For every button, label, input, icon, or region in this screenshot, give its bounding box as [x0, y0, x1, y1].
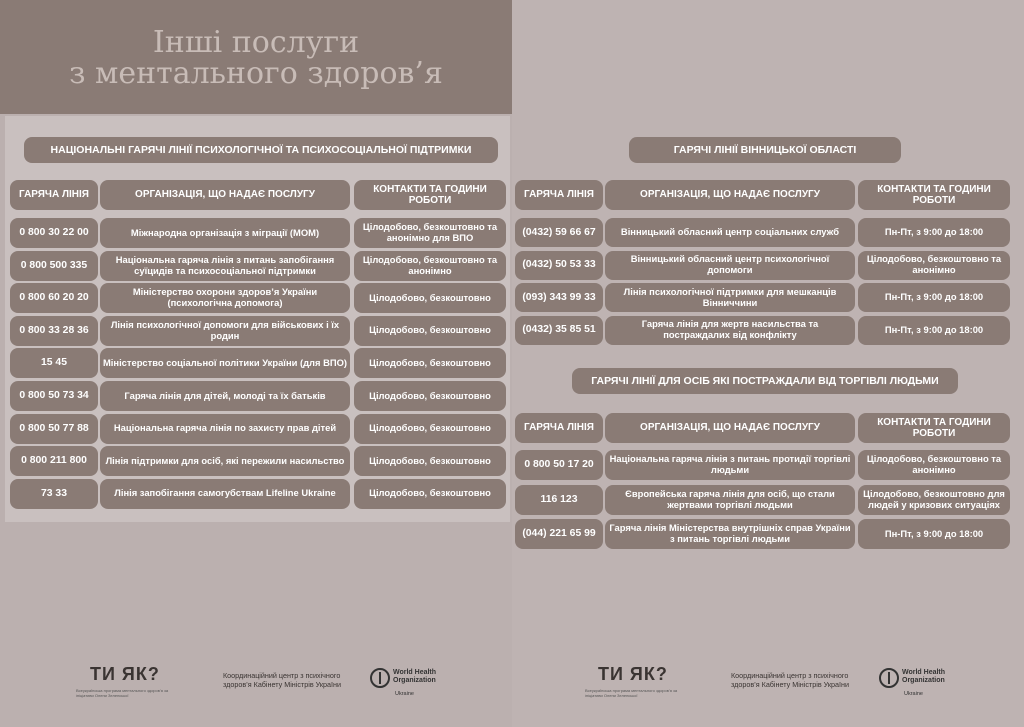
header-contacts: КОНТАКТИ ТА ГОДИНИ РОБОТИ: [354, 180, 506, 210]
who-emblem-icon: [370, 668, 390, 688]
header-org: ОРГАНІЗАЦІЯ, ЩО НАДАЄ ПОСЛУГУ: [605, 180, 855, 210]
contact-hours: Цілодобово, безкоштовно: [354, 479, 506, 509]
hotline-number: 0 800 50 73 34: [10, 381, 98, 411]
hotline-number: 0 800 50 77 88: [10, 414, 98, 444]
hotline-number: (044) 221 65 99: [515, 519, 603, 549]
who-name: World Health Organization: [393, 669, 437, 684]
trafficking-section-title: ГАРЯЧІ ЛІНІЇ ДЛЯ ОСІБ ЯКІ ПОСТРАЖДАЛИ ВІД ТОРГІВЛІ ЛЮДЬМИ: [572, 368, 958, 394]
ty-yak-subtitle: Всеукраїнська програма ментального здоров’я за ініціативи Олени Зеленської: [585, 688, 678, 698]
who-country: Ukraine: [395, 691, 414, 697]
hotline-number: 116 123: [515, 485, 603, 515]
hotline-number: (0432) 35 85 51: [515, 316, 603, 345]
header-org: ОРГАНІЗАЦІЯ, ЩО НАДАЄ ПОСЛУГУ: [100, 180, 350, 210]
contact-hours: Цілодобово, безкоштовно: [354, 348, 506, 378]
header-line: ГАРЯЧА ЛІНІЯ: [515, 180, 603, 210]
organization-name: Гаряча лінія для жертв насильства та постраждалих від конфлікту: [605, 316, 855, 345]
hotline-number: (0432) 59 66 67: [515, 218, 603, 247]
contact-hours: Цілодобово, безкоштовно: [354, 283, 506, 313]
contact-hours: Цілодобово, безкоштовно: [354, 316, 506, 346]
contact-hours: Цілодобово, безкоштовно та анонімно: [858, 450, 1010, 480]
page-title-line1: Інші послуги: [152, 25, 360, 60]
hotline-number: 0 800 60 20 20: [10, 283, 98, 313]
header-contacts: КОНТАКТИ ТА ГОДИНИ РОБОТИ: [858, 180, 1010, 210]
organization-name: Міністерство соціальної політики України (для ВПО): [100, 348, 350, 378]
organization-name: Вінницький обласний центр соціальних служб: [605, 218, 855, 247]
contact-hours: Пн-Пт, з 9:00 до 18:00: [858, 218, 1010, 247]
ty-yak-logo: ТИ ЯК?: [598, 664, 668, 684]
who-emblem-icon: [879, 668, 899, 688]
national-section-title: НАЦІОНАЛЬНІ ГАРЯЧІ ЛІНІЇ ПСИХОЛОГІЧНОЇ ТА ПСИХОСОЦІАЛЬНОЇ ПІДТРИМКИ: [24, 137, 498, 163]
organization-name: Лінія психологічної підтримки для мешканців Вінниччини: [605, 283, 855, 312]
organization-name: Лінія підтримки для осіб, які пережили насильство: [100, 446, 350, 476]
title-banner: [0, 0, 512, 114]
contact-hours: Цілодобово, безкоштовно: [354, 446, 506, 476]
organization-name: Міжнародна організація з міграції (МОМ): [100, 218, 350, 248]
hotline-number: (0432) 50 53 33: [515, 251, 603, 280]
organization-name: Лінія психологічної допомоги для військових і їх родин: [100, 316, 350, 346]
organization-name: Національна гаряча лінія з питань запобігання суїцидів та психосоціальної підтримки: [100, 251, 350, 281]
page-title-line2: з ментального здоров’я: [69, 56, 443, 91]
organization-name: Лінія запобігання самогубствам Lifeline Ukraine: [100, 479, 350, 509]
contact-hours: Цілодобово, безкоштовно та анонімно для ВПО: [354, 218, 506, 248]
organization-name: Міністерство охорони здоров’я України (психологічна допомога): [100, 283, 350, 313]
organization-name: Гаряча лінія Міністерства внутрішніх справ України з питань торгівлі людьми: [605, 519, 855, 549]
ty-yak-subtitle: Всеукраїнська програма ментального здоров’я за ініціативи Олени Зеленської: [76, 688, 169, 698]
contact-hours: Цілодобово, безкоштовно: [354, 381, 506, 411]
contact-hours: Пн-Пт, з 9:00 до 18:00: [858, 316, 1010, 345]
coordination-center-text: Координаційний центр з психічного здоров’я Кабінету Міністрів України: [731, 671, 850, 689]
hotline-number: 0 800 50 17 20: [515, 450, 603, 480]
header-contacts: КОНТАКТИ ТА ГОДИНИ РОБОТИ: [858, 413, 1010, 443]
coordination-center-text: Координаційний центр з психічного здоров’я Кабінету Міністрів України: [223, 671, 342, 689]
hotline-number: 0 800 33 28 36: [10, 316, 98, 346]
contact-hours: Цілодобово, безкоштовно та анонімно: [858, 251, 1010, 280]
hotline-number: 73 33: [10, 479, 98, 509]
header-line: ГАРЯЧА ЛІНІЯ: [515, 413, 603, 443]
organization-name: Національна гаряча лінія з питань протидії торгівлі людьми: [605, 450, 855, 480]
contact-hours: Цілодобово, безкоштовно та анонімно: [354, 251, 506, 281]
hotline-number: 0 800 211 800: [10, 446, 98, 476]
organization-name: Національна гаряча лінія по захисту прав дітей: [100, 414, 350, 444]
ty-yak-logo: ТИ ЯК?: [90, 664, 160, 684]
hotline-number: 0 800 500 335: [10, 251, 98, 281]
organization-name: Європейська гаряча лінія для осіб, що стали жертвами торгівлі людьми: [605, 485, 855, 515]
vinnytsia-section-title: ГАРЯЧІ ЛІНІЇ ВІННИЦЬКОЇ ОБЛАСТІ: [629, 137, 901, 163]
organization-name: Гаряча лінія для дітей, молоді та їх батьків: [100, 381, 350, 411]
contact-hours: Цілодобово, безкоштовно для людей у кризових ситуаціях: [858, 485, 1010, 515]
hotline-number: 15 45: [10, 348, 98, 378]
contact-hours: Пн-Пт, з 9:00 до 18:00: [858, 283, 1010, 312]
organization-name: Вінницький обласний центр психологічної допомоги: [605, 251, 855, 280]
hotline-number: 0 800 30 22 00: [10, 218, 98, 248]
right-page: [512, 0, 1024, 727]
hotline-number: (093) 343 99 33: [515, 283, 603, 312]
who-country: Ukraine: [904, 691, 923, 697]
contact-hours: Пн-Пт, з 9:00 до 18:00: [858, 519, 1010, 549]
header-org: ОРГАНІЗАЦІЯ, ЩО НАДАЄ ПОСЛУГУ: [605, 413, 855, 443]
who-name: World Health Organization: [902, 669, 946, 684]
header-line: ГАРЯЧА ЛІНІЯ: [10, 180, 98, 210]
contact-hours: Цілодобово, безкоштовно: [354, 414, 506, 444]
